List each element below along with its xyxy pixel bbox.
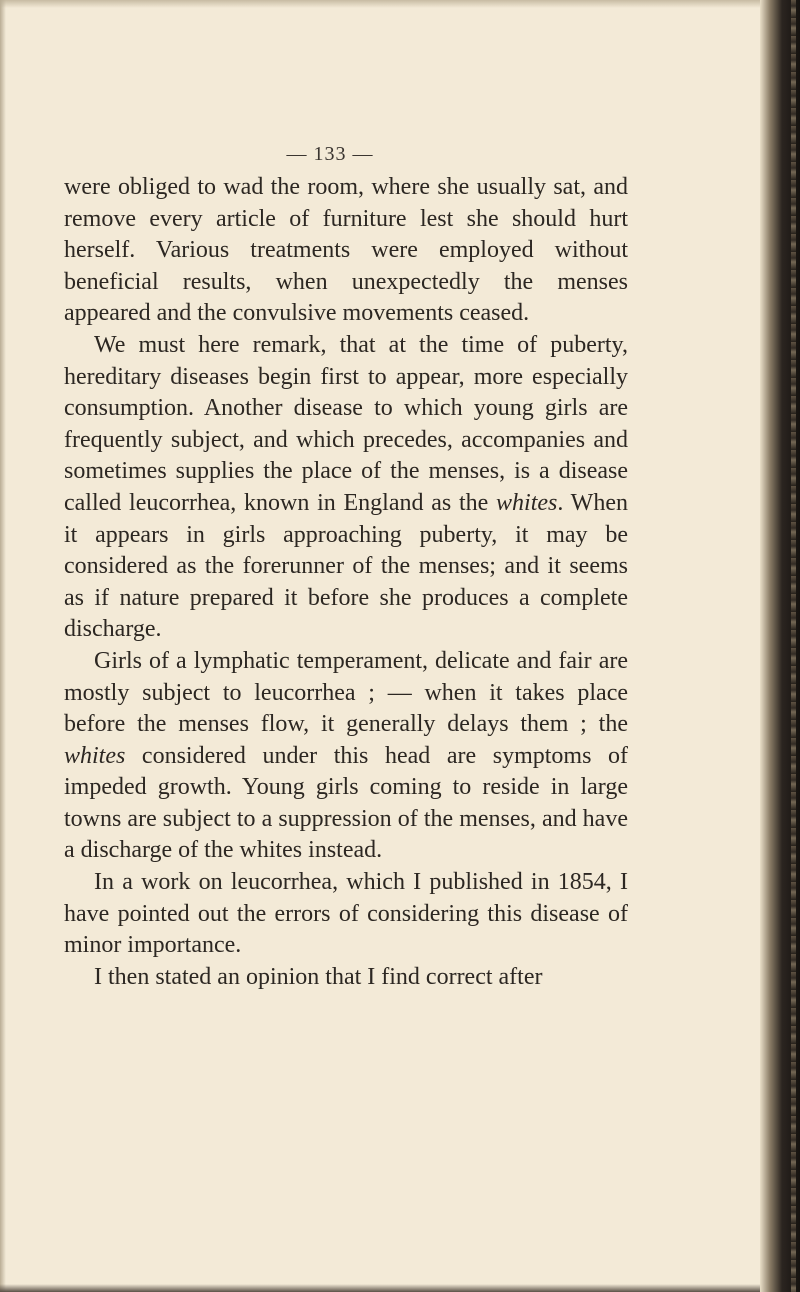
paragraph (64, 646, 628, 867)
italic-text: whites (64, 742, 126, 769)
text-segment: I then stated an opinion that I find correct after (94, 963, 543, 990)
text-segment: We must here remark, that at the time of puberty, hereditary diseases begin first to appear, more especially consumption. Another disease to which young girls are frequently subject, and which precedes, accompanies and sometimes supplies the place of the menses, is a disease called leucorrhea, known in England as the (64, 331, 628, 516)
text-segment: considered under this head are symptoms of impeded growth. Young girls coming to reside in large towns are subject to a suppression of the menses, and have a discharge of the whites instead. (64, 742, 628, 864)
text-segment: were obliged to wad the room, where she usually sat, and remove every article of furniture lest she should hurt herself. Various treatments were employed without beneficial results, when unexpectedly the menses appeared and the convulsive movements ceased. (64, 174, 628, 327)
paragraph (64, 962, 628, 994)
body-text (64, 172, 628, 993)
page-top-edge (0, 0, 800, 8)
page-bottom-edge (0, 1284, 760, 1292)
page-left-edge (0, 0, 6, 1292)
paragraph (64, 172, 628, 330)
text-segment: Girls of a lymphatic temperament, delicate and fair are mostly subject to leucorrhea ; — when it takes place before the menses flow, it generally delays them ; the (64, 647, 628, 738)
text-segment: . When it appears in girls approaching puberty, it may be considered as the forerunner of the menses; and it seems as if nature prepared it before she produces a complete discharge. (64, 489, 628, 643)
page-number: — 133 — (286, 143, 374, 165)
paragraph (64, 330, 628, 646)
paragraph (64, 867, 628, 962)
italic-text: whites (496, 489, 558, 516)
spine-texture (791, 0, 796, 1292)
text-segment: In a work on leucorrhea, which I published in 1854, I have pointed out the errors of considering this disease of minor importance. (64, 869, 628, 959)
